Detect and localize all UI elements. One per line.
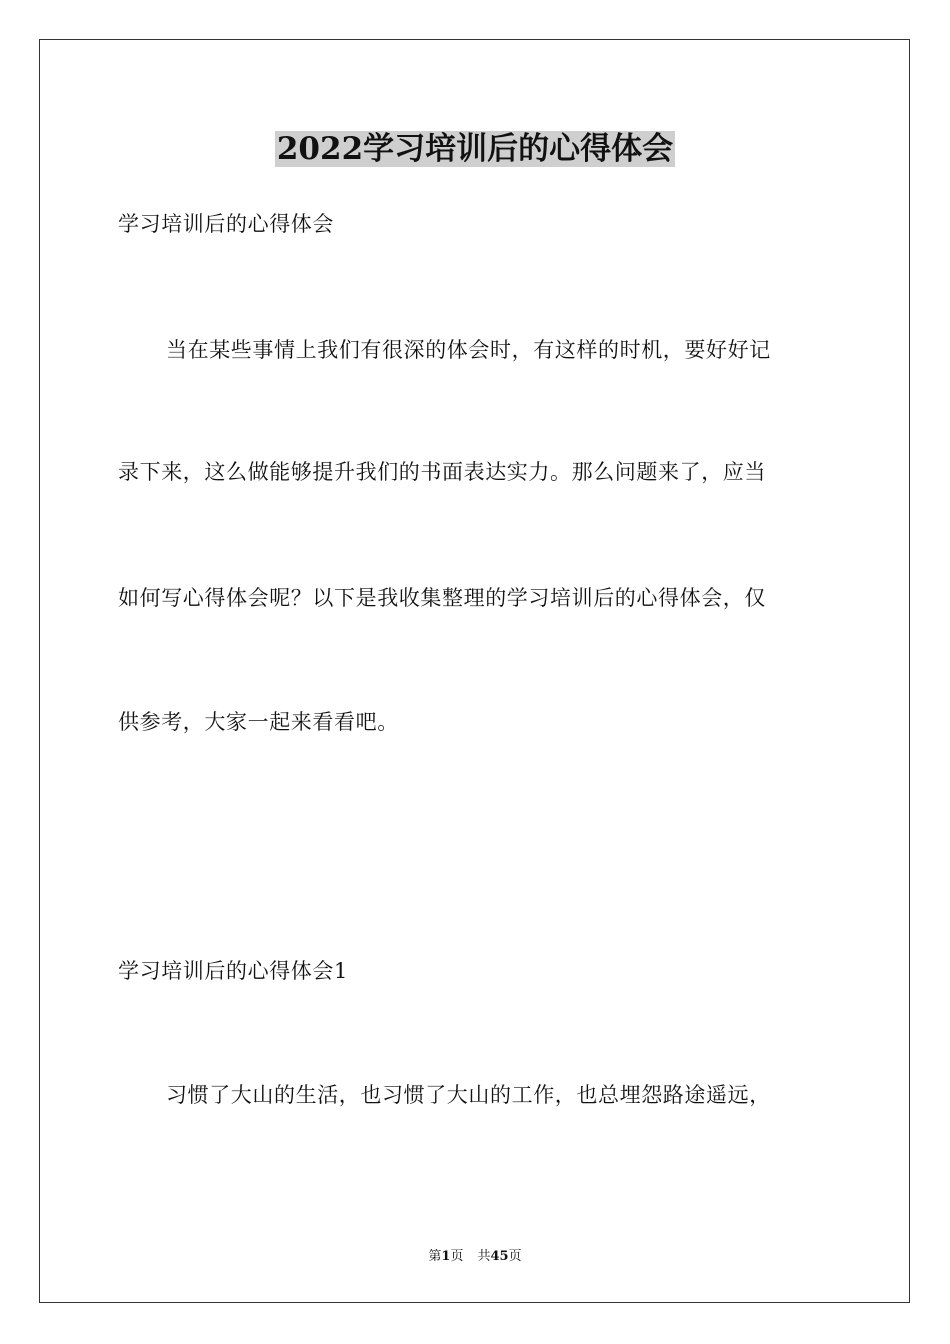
page-label-suffix: 页: [450, 1249, 464, 1264]
intro-line-2: 录下来，这么做能够提升我们的书面表达实力。那么问题来了，应当: [118, 460, 766, 484]
intro-line-3: 如何写心得体会呢？以下是我收集整理的学习培训后的心得体会，仅: [118, 586, 766, 610]
page-footer: [0, 1248, 950, 1266]
current-page-number: 1: [441, 1249, 451, 1264]
total-label-prefix: 共: [477, 1249, 491, 1264]
document-title: [0, 128, 950, 170]
document-subtitle: 学习培训后的心得体会: [118, 212, 334, 236]
intro-line-4: 供参考，大家一起来看看吧。: [118, 710, 399, 734]
section-heading: 学习培训后的心得体会1: [118, 959, 348, 983]
document-title-text: 2022学习培训后的心得体会: [276, 131, 674, 167]
page-label-prefix: 第: [428, 1249, 442, 1264]
total-label-suffix: 页: [508, 1249, 522, 1264]
section-line-1: 习惯了大山的生活，也习惯了大山的工作，也总埋怨路途遥远，: [166, 1083, 771, 1107]
total-pages-number: 45: [490, 1249, 509, 1264]
intro-line-1: 当在某些事情上我们有很深的体会时，有这样的时机，要好好记: [166, 338, 771, 362]
